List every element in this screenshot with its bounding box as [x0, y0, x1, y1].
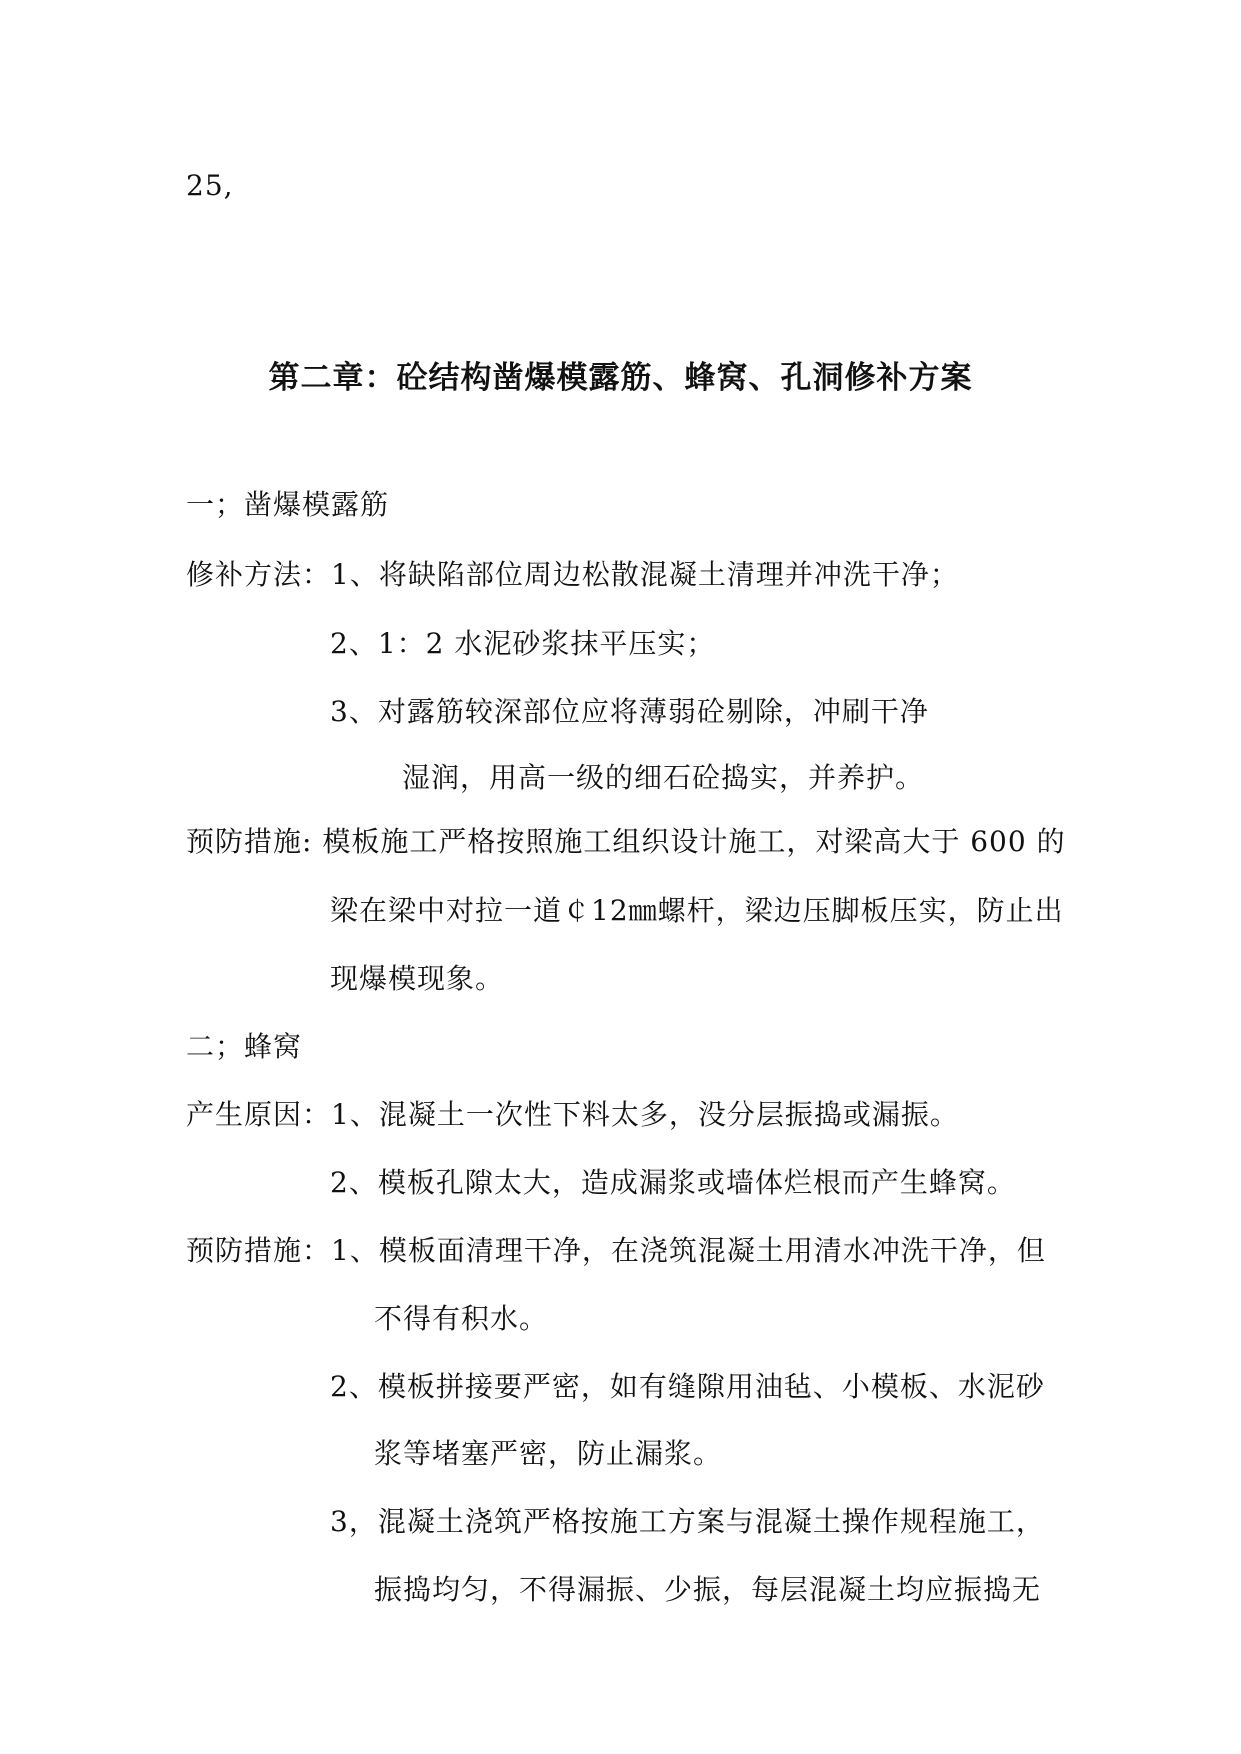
- repair-method-line-2: 2、1：2 水泥砂浆抹平压实；: [330, 627, 716, 660]
- honeycomb-prevention-line-5: 3，混凝土浇筑严格按施工方案与混凝土操作规程施工，: [330, 1505, 1045, 1538]
- honeycomb-prevention-line-6: 振捣均匀，不得漏振、少振，每层混凝土均应振捣无: [374, 1573, 1042, 1606]
- section-heading-honeycomb: 二；蜂窝: [186, 1030, 303, 1063]
- repair-method-line-4: 湿润，用高一级的细石砼捣实，并养护。: [402, 761, 925, 794]
- prevention-line-1: 预防措施: 模板施工严格按照施工组织设计施工，对梁高大于 600 的: [186, 825, 1066, 858]
- section-heading-exposed-rebar: 一；凿爆模露筋: [186, 488, 390, 521]
- cause-line-1: 产生原因：1、混凝土一次性下料太多，没分层振捣或漏振。: [186, 1098, 959, 1131]
- honeycomb-prevention-line-2: 不得有积水。: [374, 1302, 549, 1335]
- prevention-line-2: 梁在梁中对拉一道￠12㎜螺杆，梁边压脚板压实，防止出: [330, 894, 1064, 927]
- repair-method-line-3: 3、对露筋较深部位应将薄弱砼剔除，冲刷干净: [330, 695, 929, 728]
- honeycomb-prevention-line-4: 浆等堵塞严密，防止漏浆。: [374, 1437, 723, 1470]
- page-number-fragment: 25,: [186, 169, 234, 202]
- cause-line-2: 2、模板孔隙太大，造成漏浆或墙体烂根而产生蜂窝。: [330, 1166, 1016, 1199]
- repair-method-line-1: 修补方法：1、将缺陷部位周边松散混凝土清理并冲洗干净；: [186, 558, 959, 591]
- prevention-line-3: 现爆模现象。: [330, 962, 505, 995]
- honeycomb-prevention-line-3: 2、模板拼接要严密，如有缝隙用油毡、小模板、水泥砂: [330, 1370, 1045, 1403]
- honeycomb-prevention-line-1: 预防措施：1、模板面清理干净，在浇筑混凝土用清水冲洗干净，但: [186, 1234, 1046, 1267]
- chapter-title: 第二章：砼结构凿爆模露筋、蜂窝、孔洞修补方案: [268, 360, 973, 396]
